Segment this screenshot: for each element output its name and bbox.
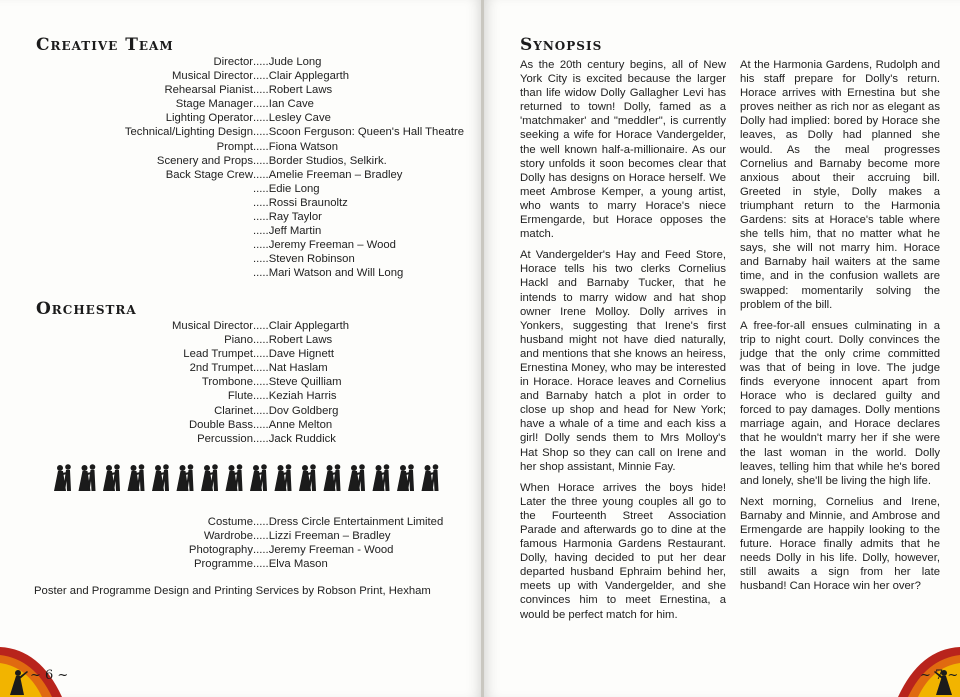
credit-role: [33, 210, 253, 224]
dancing-couple-icon: [397, 464, 414, 491]
credit-role: Scenery and Props: [156, 154, 253, 167]
credit-name: Amelie Freeman – Bradley: [268, 168, 403, 181]
credit-row: [33, 168, 464, 182]
credit-row: [33, 210, 464, 224]
credit-role: Director: [213, 56, 253, 68]
dancing-couple-icon: [79, 464, 96, 491]
credit-name: Jeremy Freeman – Wood: [268, 239, 396, 252]
credit-leader-dots: .....: [253, 196, 269, 209]
credit-row: [33, 515, 443, 529]
credit-role: Lighting Operator: [165, 112, 253, 125]
credit-role: Percussion: [197, 432, 253, 445]
credit-row: [33, 83, 464, 97]
credit-leader-dots: .....: [253, 320, 269, 332]
credit-name: Lizzi Freeman – Bradley: [268, 530, 391, 543]
credit-role: [33, 238, 253, 252]
dancing-couple-icon: [275, 464, 292, 491]
credit-leader-dots: .....: [253, 390, 269, 403]
credit-leader-dots: .....: [253, 98, 269, 111]
credit-name: Elva Mason: [268, 558, 328, 571]
credit-leader-dots: .....: [253, 84, 269, 97]
credit-name: Dov Goldberg: [268, 404, 339, 417]
credit-name: Robert Laws: [268, 334, 333, 347]
credit-name: Steve Quilliam: [268, 376, 342, 389]
credit-row: [33, 154, 464, 168]
orchestra-list: [33, 319, 349, 446]
credit-leader-dots: .....: [253, 334, 269, 347]
credit-name: Robert Laws: [268, 84, 333, 97]
credit-role: Double Bass: [188, 418, 253, 431]
credit-name: Clair Applegarth: [268, 70, 350, 83]
credit-row: [33, 418, 349, 432]
credit-leader-dots: .....: [253, 253, 269, 266]
credit-leader-dots: .....: [253, 558, 269, 571]
credit-row: [33, 69, 464, 83]
credit-role: Musical Director: [172, 320, 253, 332]
credit-name: Anne Melton: [268, 418, 333, 431]
credit-leader-dots: .....: [253, 418, 269, 431]
credit-name: Jeff Martin: [268, 225, 322, 238]
credit-row: [33, 347, 349, 361]
dancing-couple-icon: [324, 464, 341, 491]
credit-row: [33, 543, 443, 557]
printing-credit: Poster and Programme Design and Printing Services by Robson Print, Hexham: [34, 585, 431, 597]
dancing-couple-icon: [103, 464, 120, 491]
credit-role: Stage Manager: [175, 98, 253, 111]
credit-role: [33, 252, 253, 266]
synopsis-paragraph: Next morning, Cornelius and Irene, Barnaby and Minnie, and Ambrose and Ermengarde are happily looking to the future. Horace finally admits that he needs Dolly in his life. Dolly, however, still awaits a sign from her late husband! Can Horace win her over?: [740, 495, 940, 593]
credit-role: Prompt: [216, 140, 253, 153]
synopsis-column-2: [740, 58, 940, 600]
synopsis-paragraph: When Horace arrives the boys hide! Later the three young couples all go to the Fourteenth Street Association Parade and afterwards go to dine at the famous Harmonia Gardens Restaurant. Dolly, having decided to put her dear departed husband Ephraim behind her, meets up with Vandergelder, and she convinces him to meet Ernestina, a would be perfect match for him.: [520, 481, 726, 621]
credit-name: Keziah Harris: [268, 390, 337, 403]
creative-team-heading: Creative Team: [36, 35, 174, 55]
credit-leader-dots: .....: [253, 530, 269, 543]
synopsis-paragraph: At the Harmonia Gardens, Rudolph and his staff prepare for Dolly's return. Horace arrives with Ernestina but she proves neither as rich nor as elegant as Dolly had implied: bored by Horace she leaves, as Dolly had planned she would. As the meal progresses Cornelius and Barnaby become more anxious about their accruing bill. Greeted in style, Dolly makes a triumphant return to the Harmonia Gardens: sits at Horace's table where she tells him, that no matter what he says, she will not marry him. Horace and Barnaby hail waiters at the same time, and in the confusion wallets are swapped: momentarily solving the problem of the bill.: [740, 59, 940, 311]
synopsis-paragraph: A free-for-all ensues culminating in a trip to night court. Dolly convinces the judge that the only crime committed was that of being in love. The judge finds everyone innocent apart from Horace who is declared guilty and forced to pay damages. Dolly mentions marriage again, and Horace declares that he wouldn't marry her if she were the last woman in the world. Dolly leaves, telling him that while he's bored and lonely, she'll be living the high life.: [740, 319, 940, 487]
creative-team-list: [33, 55, 464, 281]
credit-name: Rossi Braunoltz: [268, 196, 348, 209]
credit-leader-dots: .....: [253, 362, 269, 375]
credit-row: [33, 557, 443, 571]
extra-credits-list: [33, 515, 443, 571]
credit-name: Dave Hignett: [268, 348, 335, 361]
credit-role: Clarinet: [214, 404, 253, 417]
credit-name: Dress Circle Entertainment Limited: [268, 516, 444, 528]
credit-role: 2nd Trumpet: [189, 362, 253, 375]
credit-name: Ray Taylor: [268, 211, 322, 224]
dancing-couple-icon: [250, 464, 267, 491]
credit-row: [33, 238, 464, 252]
credit-row: [33, 55, 464, 69]
credit-role: Photography: [188, 544, 253, 557]
credit-leader-dots: .....: [253, 211, 269, 224]
credit-role: Costume: [207, 516, 253, 528]
dancing-couple-icon: [54, 464, 71, 491]
credit-name: Jeremy Freeman - Wood: [268, 544, 394, 557]
credit-role: [33, 224, 253, 238]
credit-leader-dots: .....: [253, 239, 269, 252]
orchestra-heading: Orchestra: [36, 299, 137, 319]
credit-name: Fiona Watson: [268, 140, 338, 153]
credit-leader-dots: .....: [253, 516, 269, 528]
synopsis-paragraph: As the 20th century begins, all of New York City is excited because the larger than life widow Dolly Gallagher Levi has returned to town! Dolly, famed as a 'matchmaker' and "meddler", is currently seeking a wife for Horace Vandergelder, the well known half-a-millionaire. As our story unfolds it soon becomes clear that Dolly has designs on Horace herself. We meet Ambrose Kemper, a young artist, who wants to marry Horace's niece Ermengarde, but Horace opposes the match.: [520, 59, 726, 241]
credit-leader-dots: .....: [253, 432, 269, 445]
dancing-couple-icon: [128, 464, 145, 491]
credit-role: Musical Director: [172, 70, 253, 83]
credit-row: [33, 361, 349, 375]
credit-leader-dots: .....: [253, 348, 269, 361]
credit-row: [33, 389, 349, 403]
credit-role: [33, 266, 253, 280]
page-number-right: ~ 7 ~: [920, 668, 959, 683]
credit-row: [33, 224, 464, 238]
credit-name: Jack Ruddick: [268, 432, 336, 445]
credit-row: [33, 140, 464, 154]
credit-role: Flute: [227, 390, 253, 403]
credit-row: [33, 319, 349, 333]
credit-row: [33, 111, 464, 125]
credit-name: Border Studios, Selkirk.: [268, 154, 387, 167]
dancing-couple-icon: [373, 464, 390, 491]
credit-name: Ian Cave: [268, 98, 314, 111]
dancing-couple-icon: [152, 464, 169, 491]
credit-role: Programme: [193, 558, 253, 571]
credit-row: [33, 182, 464, 196]
dancing-couple-icon: [201, 464, 218, 491]
credit-row: [33, 375, 349, 389]
credit-name: Scoon Ferguson: Queen's Hall Theatre: [268, 126, 465, 139]
right-page: [484, 0, 960, 697]
credit-leader-dots: .....: [253, 56, 269, 68]
dancing-couple-icon: [299, 464, 316, 491]
synopsis-paragraph: At Vandergelder's Hay and Feed Store, Horace tells his two clerks Cornelius Hackl and Barnaby Tucker, that he intends to marry widow and hat shop owner Irene Molloy. Dolly arrives in Yonkers, suggesting that Irene's first husband might not have died naturally, and mentions that she knows an heiress, Ernestina Money, who may be interested in Horace. Horace leaves and Cornelius and Barnaby hatch a plot in order to close up shop and head for New York; have a whale of a time and each kiss a girl! Dolly sends them to Mrs Molloy's Hat Shop so they can call on Irene and her shop assistant, Minnie Fay.: [520, 249, 726, 473]
corner-decoration-left: [0, 635, 90, 697]
credit-leader-dots: .....: [253, 225, 269, 238]
credit-leader-dots: .....: [253, 140, 269, 153]
corner-decoration-right: [870, 635, 960, 697]
credit-role: [33, 182, 253, 196]
credit-role: Technical/Lighting Design: [124, 126, 253, 139]
credit-role: Trombone: [201, 376, 253, 389]
page-number-left: ~ 6 ~: [30, 668, 69, 683]
credit-row: [33, 196, 464, 210]
credit-row: [33, 333, 349, 347]
credit-row: [33, 97, 464, 111]
credit-leader-dots: .....: [253, 544, 269, 557]
credit-leader-dots: .....: [253, 168, 269, 181]
dancing-couple-icon: [226, 464, 243, 491]
credit-name: Edie Long: [268, 182, 320, 195]
credit-row: [33, 266, 464, 280]
credit-name: Clair Applegarth: [268, 320, 350, 332]
synopsis-column-1: [520, 58, 726, 629]
dancing-couple-icon: [422, 464, 439, 491]
credit-role: Wardrobe: [203, 530, 253, 543]
credit-role: [33, 196, 253, 210]
credit-name: Steven Robinson: [268, 253, 355, 266]
credit-name: Mari Watson and Will Long: [268, 267, 404, 280]
credit-row: [33, 404, 349, 418]
credit-name: Jude Long: [268, 56, 322, 68]
synopsis-heading: Synopsis: [520, 35, 603, 55]
credit-leader-dots: .....: [253, 182, 269, 195]
dancing-couple-icon: [177, 464, 194, 491]
credit-leader-dots: .....: [253, 112, 269, 125]
credit-name: Nat Haslam: [268, 362, 328, 375]
credit-name: Lesley Cave: [268, 112, 331, 125]
credit-role: Lead Trumpet: [183, 348, 253, 361]
credit-leader-dots: .....: [253, 267, 269, 280]
credit-leader-dots: .....: [253, 154, 269, 167]
dancing-couple-icon: [348, 464, 365, 491]
credit-role: Rehearsal Pianist: [164, 84, 253, 97]
credit-row: [33, 432, 349, 446]
credit-role: Piano: [224, 334, 253, 347]
dancers-border: [50, 463, 442, 493]
credit-leader-dots: .....: [253, 126, 269, 139]
credit-leader-dots: .....: [253, 376, 269, 389]
credit-leader-dots: .....: [253, 404, 269, 417]
credit-row: [33, 252, 464, 266]
credit-row: [33, 125, 464, 139]
credit-leader-dots: .....: [253, 70, 269, 83]
credit-role: Back Stage Crew: [165, 168, 253, 181]
credit-row: [33, 529, 443, 543]
